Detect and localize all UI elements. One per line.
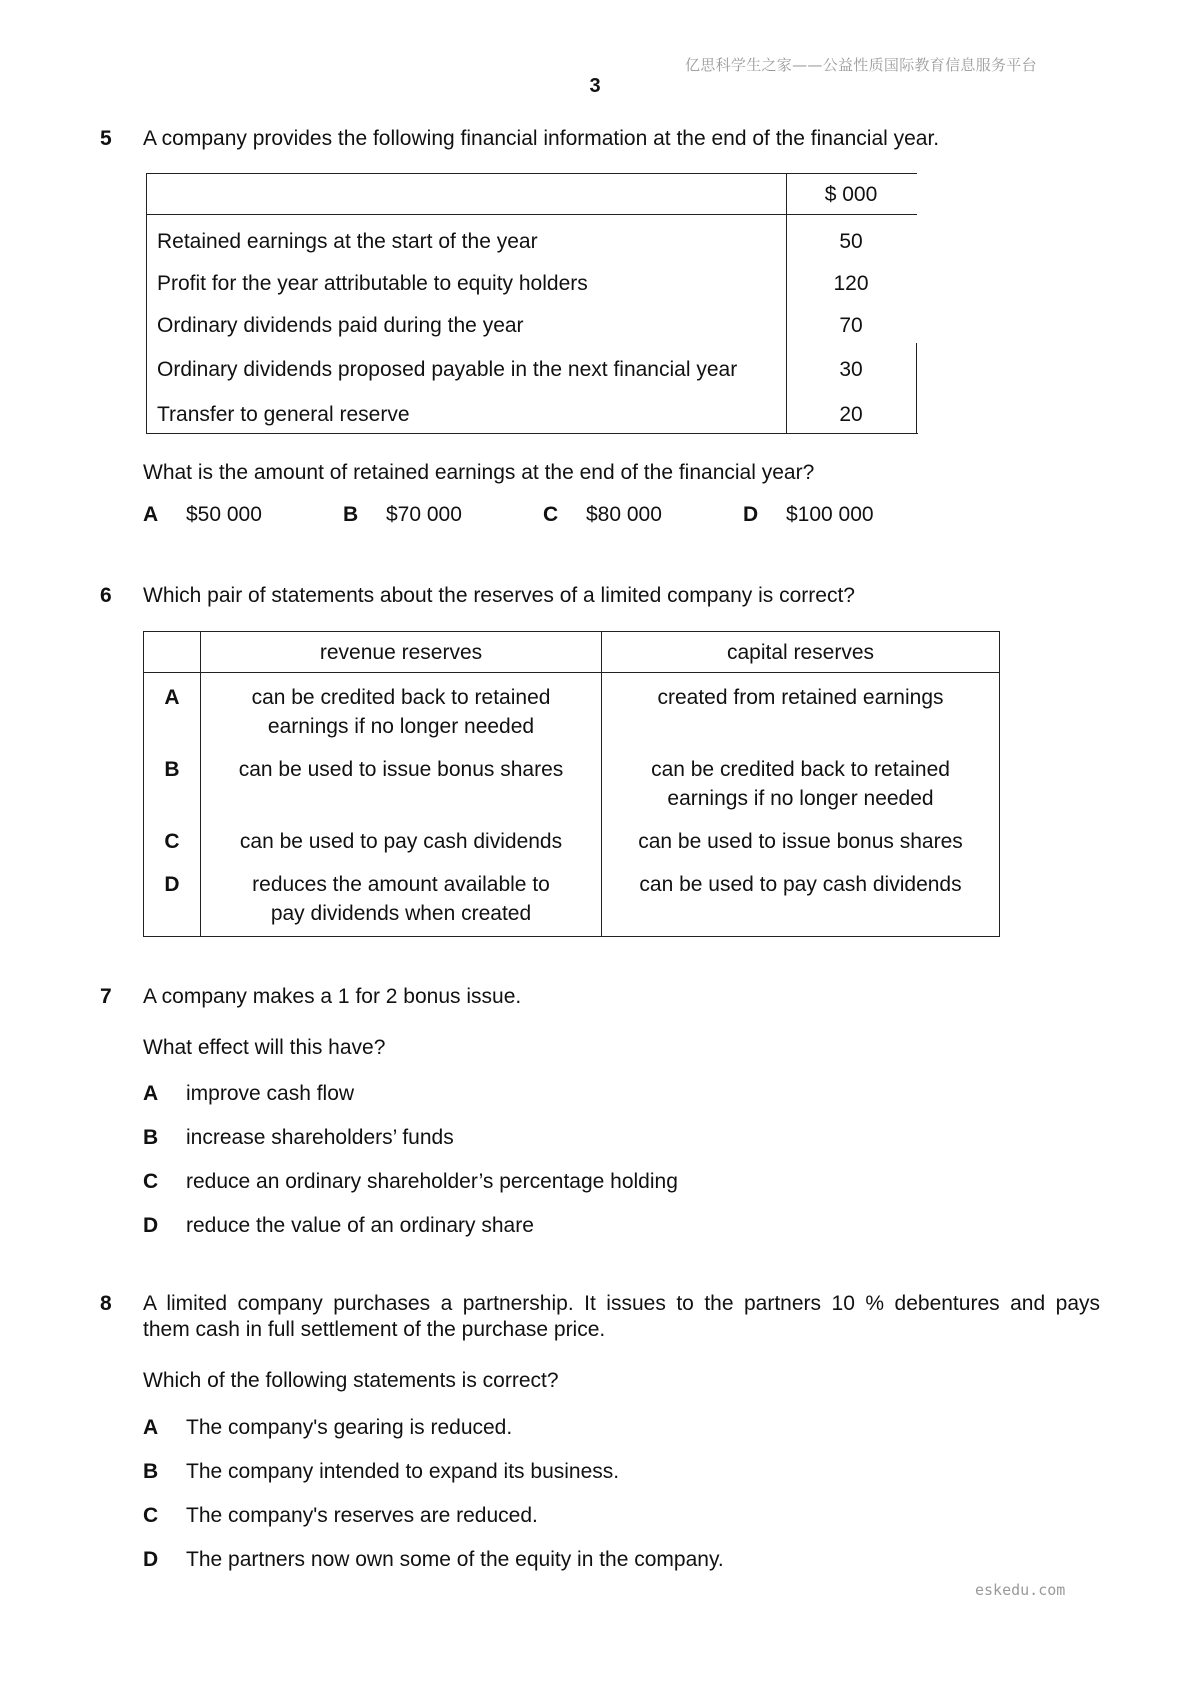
- capital-cell: can be credited back to retained earnings if no longer needed: [602, 745, 1000, 817]
- table-row: [144, 745, 1000, 817]
- table-left-border: [146, 173, 147, 434]
- table-row: [144, 860, 1000, 937]
- row-letter: B: [164, 758, 180, 781]
- option-letter: A: [143, 503, 159, 526]
- row-letter: A: [164, 686, 180, 709]
- table-column-divider: [786, 173, 787, 434]
- option-text: $70 000: [386, 503, 462, 526]
- option-text: The company's gearing is reduced.: [186, 1416, 513, 1439]
- table-row: [144, 673, 1000, 746]
- option-letter: B: [143, 1126, 159, 1149]
- table-row-value: 50: [839, 230, 863, 253]
- header-revenue-reserves: revenue reserves: [201, 632, 602, 673]
- question-5-prompt: What is the amount of retained earnings at the end of the financial year?: [143, 461, 815, 484]
- capital-cell: can be used to issue bonus shares: [602, 817, 1000, 860]
- option-letter: C: [143, 1504, 159, 1527]
- option-letter: D: [143, 1548, 159, 1571]
- question-6-number: 6: [100, 584, 112, 607]
- table-bottom-border: [146, 433, 918, 434]
- revenue-cell: can be used to pay cash dividends: [201, 817, 602, 860]
- option-letter: C: [543, 503, 559, 526]
- question-6-table: [143, 631, 1000, 937]
- option-text: $100 000: [786, 503, 874, 526]
- question-7-stem: A company makes a 1 for 2 bonus issue.: [143, 985, 522, 1008]
- table-row: [144, 817, 1000, 860]
- option-letter: C: [143, 1170, 159, 1193]
- header-capital-reserves: capital reserves: [602, 632, 1000, 673]
- option-letter: D: [743, 503, 759, 526]
- table-row-value: 20: [839, 403, 863, 426]
- table-row-label: Transfer to general reserve: [157, 403, 410, 426]
- option-text: reduce the value of an ordinary share: [186, 1214, 534, 1237]
- header-watermark: 亿思科学生之家——公益性质国际教育信息服务平台: [685, 56, 1037, 74]
- option-text: $80 000: [586, 503, 662, 526]
- unit-header: $ 000: [824, 183, 878, 206]
- revenue-cell: can be credited back to retained earnings if no longer needed: [201, 673, 602, 746]
- question-8-stem-line-1: A limited company purchases a partnership. It issues to the partners 10 % debentures and pays: [143, 1292, 1100, 1315]
- header-empty-cell: [144, 632, 201, 673]
- option-letter: B: [343, 503, 359, 526]
- table-row-label: Ordinary dividends paid during the year: [157, 314, 524, 337]
- question-7-number: 7: [100, 985, 112, 1008]
- question-8-prompt: Which of the following statements is correct?: [143, 1369, 559, 1392]
- table-row-value: 30: [839, 358, 863, 381]
- table-header-divider: [146, 214, 917, 215]
- table-row-label: Ordinary dividends proposed payable in the next financial year: [157, 358, 738, 381]
- question-5-number: 5: [100, 127, 112, 150]
- option-letter: D: [143, 1214, 159, 1237]
- option-text: improve cash flow: [186, 1082, 355, 1105]
- option-text: The company intended to expand its business.: [186, 1460, 620, 1483]
- row-letter: C: [164, 830, 180, 853]
- question-7-prompt: What effect will this have?: [143, 1036, 386, 1059]
- question-8-stem-line-2: them cash in full settlement of the purchase price.: [143, 1318, 606, 1341]
- table-right-border: [916, 343, 917, 434]
- question-8-number: 8: [100, 1292, 112, 1315]
- capital-cell: can be used to pay cash dividends: [602, 860, 1000, 937]
- revenue-cell: can be used to issue bonus shares: [201, 745, 602, 817]
- option-letter: B: [143, 1460, 159, 1483]
- option-text: increase shareholders’ funds: [186, 1126, 454, 1149]
- option-text: $50 000: [186, 503, 262, 526]
- page-number: 3: [589, 75, 601, 97]
- table-row-label: Retained earnings at the start of the year: [157, 230, 538, 253]
- table-row-value: 120: [833, 272, 869, 295]
- capital-cell: created from retained earnings: [602, 673, 1000, 746]
- revenue-cell: reduces the amount available to pay dividends when created: [201, 860, 602, 937]
- option-letter: A: [143, 1416, 159, 1439]
- question-6-stem: Which pair of statements about the reserves of a limited company is correct?: [143, 584, 855, 607]
- option-text: reduce an ordinary shareholder’s percentage holding: [186, 1170, 678, 1193]
- question-5-stem: A company provides the following financial information at the end of the financial year.: [143, 127, 940, 150]
- row-letter: D: [164, 873, 180, 896]
- table-row-value: 70: [839, 314, 863, 337]
- option-text: The company's reserves are reduced.: [186, 1504, 538, 1527]
- table-row-label: Profit for the year attributable to equity holders: [157, 272, 588, 295]
- table-top-border: [146, 173, 917, 174]
- option-text: The partners now own some of the equity in the company.: [186, 1548, 724, 1571]
- option-letter: A: [143, 1082, 159, 1105]
- footer-watermark: eskedu.com: [975, 1581, 1066, 1599]
